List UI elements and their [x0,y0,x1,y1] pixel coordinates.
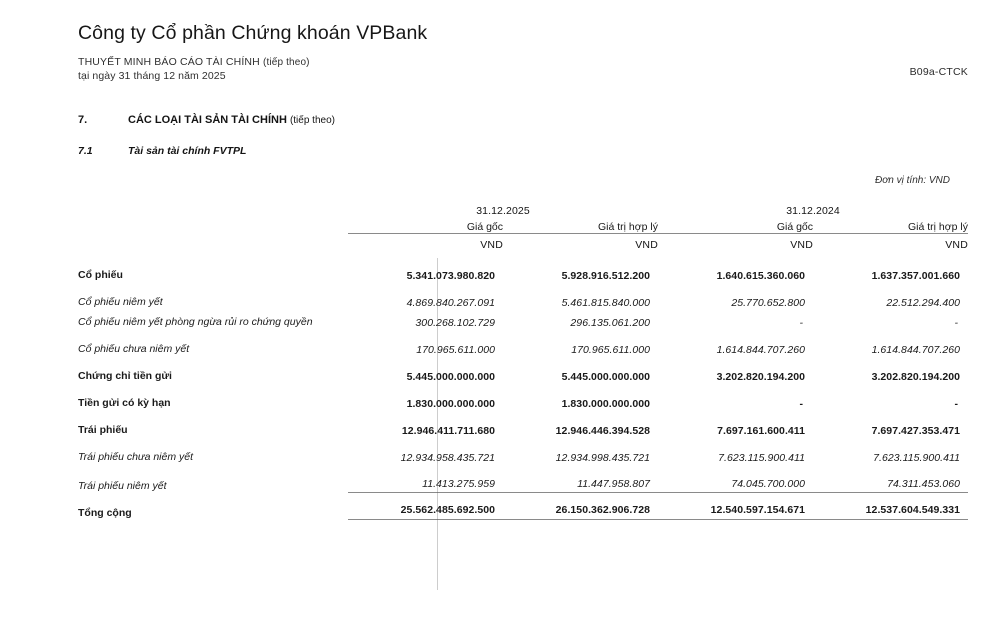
form-code: B09a-CTCK [909,66,968,78]
row-value: 1.637.357.001.660 [871,270,960,282]
period-header-row [78,200,968,217]
row-label: Trái phiếu niêm yết [78,479,167,492]
row-value: 12.540.597.154.671 [658,493,813,520]
empty-value-dash: - [799,398,803,410]
table-row [78,383,968,410]
row-value: 1.830.000.000.000 [561,398,650,410]
period-header-2025: 31.12.2025 [476,205,530,217]
table-head [78,200,968,251]
row-value: 12.946.446.394.528 [555,425,650,437]
row-value: 22.512.294.400 [886,297,960,309]
row-value: 1.830.000.000.000 [406,398,495,410]
table-row [78,493,968,520]
report-date-line: tại ngày 31 tháng 12 năm 2025 [78,69,226,82]
row-value: 300.268.102.729 [415,317,495,329]
column-caption-cost-2025: Giá gốc [348,217,503,234]
table-row [78,282,968,309]
financial-assets-table [78,200,968,520]
currency-label-fairvalue-2024: VND [945,239,968,251]
period-header-2024: 31.12.2024 [786,205,840,217]
empty-value-dash: - [799,317,803,329]
row-value: 12.934.958.435.721 [400,452,495,464]
row-value: 74.045.700.000 [658,464,813,493]
subsection-number: 7.1 [78,145,93,157]
row-value: 7.623.115.900.411 [718,452,805,464]
row-value: 170.965.611.000 [571,344,650,356]
row-value: 11.447.958.807 [503,464,658,493]
column-caption-row [78,217,968,234]
row-value: 5.461.815.840.000 [561,297,650,309]
subsection-title: Tài sản tài chính FVTPL [128,145,247,157]
row-value: 5.445.000.000.000 [561,371,650,383]
report-subtitle-block [78,56,968,83]
table-body [78,251,968,520]
row-label: Cổ phiếu chưa niêm yết [78,343,190,355]
currency-row [78,234,968,252]
currency-spacer [78,234,348,252]
table-row [78,329,968,356]
row-label: Cổ phiếu niêm yết phòng ngừa rủi ro chứng quyền [78,316,313,328]
row-value: 25.770.652.800 [731,297,805,309]
row-value: 1.614.844.707.260 [716,344,805,356]
table-row [78,309,968,329]
report-title-line [78,56,968,70]
currency-label-cost-2025: VND [480,239,503,251]
row-value: 5.445.000.000.000 [406,371,495,383]
column-caption-fairvalue-2025: Giá trị hợp lý [503,217,658,234]
row-value: 25.562.485.692.500 [348,493,503,520]
row-label: Cổ phiếu niêm yết [78,296,163,308]
table-row [78,410,968,437]
caption-spacer [78,217,348,234]
column-caption-cost-2024: Giá gốc [658,217,813,234]
row-value: 12.934.998.435.721 [555,452,650,464]
company-name: Công ty Cổ phần Chứng khoán VPBank [78,22,428,44]
row-value: 74.311.453.060 [813,464,968,493]
row-value: 7.697.427.353.471 [871,425,960,437]
table-row [78,251,968,282]
report-title-continued: (tiếp theo) [262,57,310,68]
currency-label-cost-2024: VND [790,239,813,251]
row-value: 5.928.916.512.200 [561,270,650,282]
row-value: 1.614.844.707.260 [871,344,960,356]
section-title-continued: (tiếp theo) [289,115,335,126]
row-label: Cổ phiếu [78,269,123,281]
row-value: 12.537.604.549.331 [813,493,968,520]
table-row [78,464,968,493]
row-label: Chứng chỉ tiền gửi [78,370,172,382]
row-value: 3.202.820.194.200 [871,371,960,383]
row-value: 4.869.840.267.091 [406,297,495,309]
report-title: THUYẾT MINH BÁO CÁO TÀI CHÍNH [78,56,260,68]
table-row [78,437,968,464]
row-value [813,383,968,410]
row-value [813,309,968,329]
row-value: 12.946.411.711.680 [401,425,495,437]
row-value [658,383,813,410]
row-value: 170.965.611.000 [416,344,495,356]
row-value: 11.413.275.959 [348,464,503,493]
subsection-heading [78,145,246,157]
section-title: CÁC LOẠI TÀI SẢN TÀI CHÍNH [128,114,287,126]
row-value: 5.341.073.980.820 [406,270,495,282]
currency-label-fairvalue-2025: VND [635,239,658,251]
column-caption-fairvalue-2024: Giá trị hợp lý [813,217,968,234]
section-heading [78,114,335,126]
row-value: 7.697.161.600.411 [717,425,805,437]
period-header-spacer [78,200,348,217]
row-value: 296.135.061.200 [570,317,650,329]
row-value: 26.150.362.906.728 [503,493,658,520]
row-label: Trái phiếu [78,424,128,436]
row-value: 7.623.115.900.411 [873,452,960,464]
row-value: 1.640.615.360.060 [716,270,805,282]
row-value: 3.202.820.194.200 [716,371,805,383]
row-value [658,309,813,329]
empty-value-dash: - [954,317,958,329]
empty-value-dash: - [954,398,958,410]
document-header [78,22,968,83]
row-label: Tổng cộng [78,506,132,519]
table-row [78,356,968,383]
currency-unit-note: Đơn vị tính: VND [875,175,950,186]
row-label: Tiền gửi có kỳ hạn [78,397,171,409]
row-label: Trái phiếu chưa niêm yết [78,451,194,463]
section-number: 7. [78,114,88,126]
